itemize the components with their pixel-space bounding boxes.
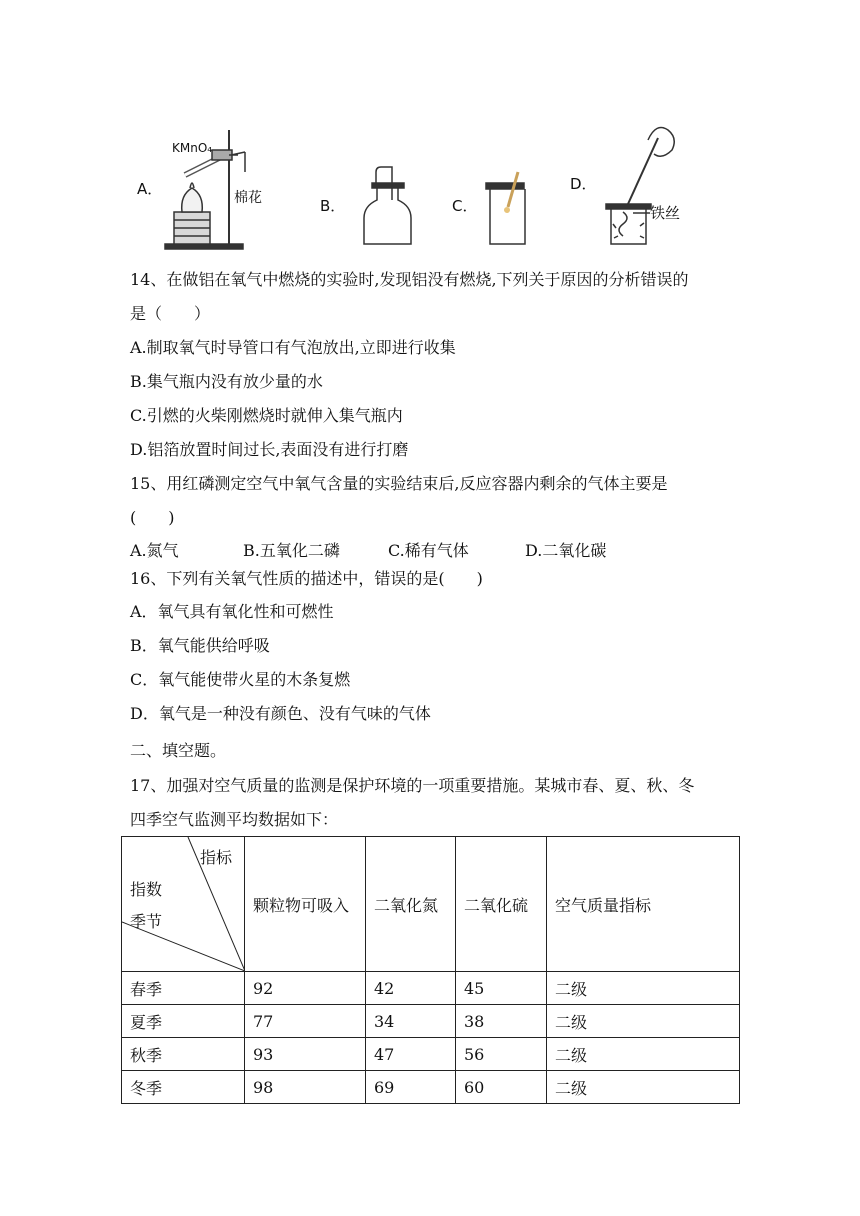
q16-stem: 16、下列有关氧气性质的描述中，错误的是( ) [130,569,483,588]
q17-stem-line1: 17、加强对空气质量的监测是保护环境的一项重要措施。某城市春、夏、秋、冬 [130,776,695,795]
table-cell: 42 [366,972,456,1005]
q14-option-c: C.引燃的火柴刚燃烧时就伸入集气瓶内 [130,406,403,425]
table-cell: 69 [366,1071,456,1104]
table-cell: 秋季 [122,1038,245,1071]
table-cell: 34 [366,1005,456,1038]
q15-option-b: B.五氧化二磷 [243,541,340,560]
figure-label-c: C． [452,197,478,215]
corner-label-top: 指标 [200,848,233,867]
q15-stem-line1: 15、用红磷测定空气中氧气含量的实验结束后,反应容器内剩余的气体主要是 [130,474,668,493]
q14-option-d: D.铝箔放置时间过长,表面没有进行打磨 [130,440,409,459]
kmno4-label: KMnO₄ [172,141,213,155]
apparatus-c-bottle [486,172,525,244]
table-cell: 夏季 [122,1005,245,1038]
apparatus-drawing [0,0,860,255]
apparatus-figure [0,0,860,255]
table-corner-cell [122,837,245,972]
table-cell: 92 [245,972,366,1005]
table-cell: 47 [366,1038,456,1071]
apparatus-b-bottle [364,167,411,244]
cotton-label: 棉花 [234,190,262,206]
table-row [122,1071,740,1104]
table-cell: 二级 [547,1038,740,1071]
table-cell: 二级 [547,1071,740,1104]
q14-stem-line2: 是（ ） [130,304,211,323]
q14-stem-line1: 14、在做铝在氧气中燃烧的实验时,发现铝没有燃烧,下列关于原因的分析错误的 [130,270,689,289]
figure-label-a: A． [137,180,163,198]
table-cell: 60 [456,1071,547,1104]
air-quality-table [121,836,740,1104]
corner-label-bottom: 季节 [130,912,163,931]
header-cell: 空气质量指标 [547,837,740,972]
table-row [122,972,740,1005]
apparatus-d-iron-wire [606,128,674,244]
q14-option-a: A.制取氧气时导管口有气泡放出,立即进行收集 [130,338,456,357]
table-cell: 98 [245,1071,366,1104]
table-cell: 冬季 [122,1071,245,1104]
table-row [122,1005,740,1038]
q16-option-c: C．氧气能使带火星的木条复燃 [130,670,351,689]
header-cell: 二氧化硫 [456,837,547,972]
q16-option-b: B．氧气能供给呼吸 [130,636,270,655]
table-cell: 二级 [547,972,740,1005]
figure-label-b: B． [320,197,346,215]
table-cell: 二级 [547,1005,740,1038]
q17-stem-line2: 四季空气监测平均数据如下： [130,810,339,829]
header-cell: 颗粒物可吸入 [245,837,366,972]
section-2-title: 二、填空题。 [130,741,227,760]
table-cell: 38 [456,1005,547,1038]
q14-option-b: B.集气瓶内没有放少量的水 [130,372,323,391]
table-cell: 春季 [122,972,245,1005]
figure-label-d: D． [570,175,597,193]
q16-option-d: D．氧气是一种没有颜色、没有气味的气体 [130,704,431,723]
table-row [122,1038,740,1071]
q15-stem-line2: ( ) [130,508,175,527]
q15-option-d: D.二氧化碳 [525,541,607,560]
iron-wire-label: 铁丝 [650,204,681,222]
corner-label-middle: 指数 [130,880,163,899]
table-cell: 56 [456,1038,547,1071]
q15-option-c: C.稀有气体 [388,541,469,560]
header-cell: 二氧化氮 [366,837,456,972]
table-cell: 77 [245,1005,366,1038]
q15-option-a: A.氮气 [130,541,179,560]
q16-option-a: A．氧气具有氧化性和可燃性 [130,602,334,621]
table-header-row [122,837,740,972]
table-cell: 45 [456,972,547,1005]
table-cell: 93 [245,1038,366,1071]
